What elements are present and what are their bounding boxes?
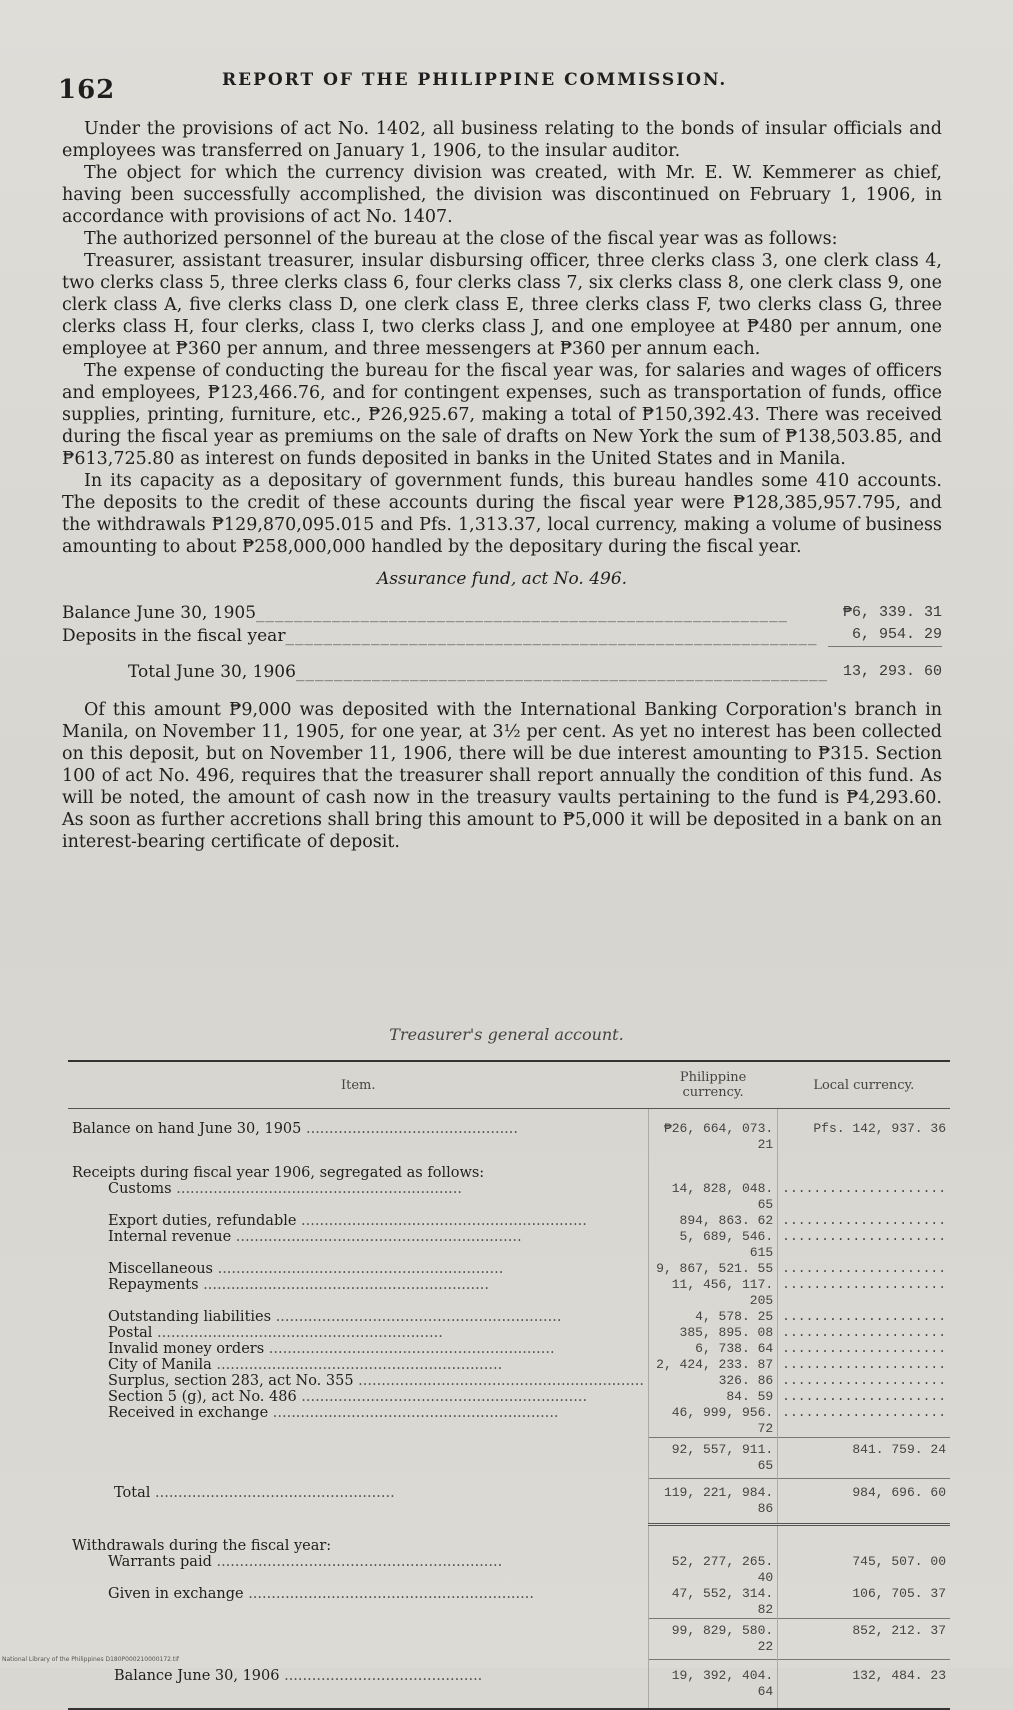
table-row — [68, 1309, 950, 1325]
row-label: Invalid money orders — [108, 1341, 265, 1357]
philippine-value: 326. 86 — [648, 1373, 777, 1389]
row-label: Total June 30, 1906 — [128, 661, 296, 682]
leader-dots: .............................................................. — [211, 1357, 503, 1373]
table-row — [68, 1660, 950, 1710]
table-row — [68, 1586, 950, 1619]
paragraph: The authorized personnel of the bureau at the close of the fiscal year was as follows: — [84, 229, 838, 249]
local-value: 984, 696. 60 — [778, 1479, 950, 1525]
table-row — [68, 1165, 950, 1181]
philippine-value: 19, 392, 404. 64 — [648, 1660, 777, 1710]
row-label: Miscellaneous — [108, 1261, 213, 1277]
philippine-value: 385, 895. 08 — [648, 1325, 777, 1341]
table-row — [68, 1121, 950, 1153]
column-header: Local currency. — [778, 1061, 950, 1109]
philippine-value: 4, 578. 25 — [648, 1309, 777, 1325]
row-amount: 6, 954. 29 — [851, 626, 942, 643]
leader-dots: ________________________________________________________ — [285, 625, 818, 646]
leader-dots: .............................................................. — [231, 1229, 522, 1245]
leader-dots: ________________________________________________________ — [256, 603, 789, 623]
paragraph: Under the provisions of act No. 1402, all business relating to the bonds of insular officials and employees was transferred on January 1, 1906, to the insular auditor. — [62, 119, 942, 161]
row-label: Repayments — [108, 1277, 199, 1293]
leader-dots: .............................................................. — [296, 1389, 588, 1405]
section-heading: Withdrawals during the fiscal year: — [72, 1538, 332, 1554]
table-row — [68, 1619, 950, 1660]
paragraph: Of this amount ₱9,000 was deposited with the International Banking Corporation's branch in Manila, on November 11, 1905, for one year, at 3½ per cent. As yet no interest has been collected on this deposit, but on November 11, 1906, there will be due interest amounting to ₱315. Section 100 of act No. 496, requires that the treasurer shall report annually the condition of this fund. As will be noted, the amount of cash now in the treasury vaults pertaining to the fund is ₱4,293.60. As soon as further accretions shall bring this amount to ₱5,000 it will be deposited in a bank on an interest-bearing certificate of deposit. — [62, 699, 942, 852]
table-row — [68, 1357, 950, 1373]
local-value: ..................... — [778, 1389, 950, 1405]
general-account-table — [68, 1060, 950, 1710]
leader-dots: ........................................... — [279, 1667, 483, 1684]
leader-dots: .............................................................. — [152, 1325, 443, 1341]
page-number: 162 — [58, 75, 116, 105]
local-value: 841. 759. 24 — [778, 1438, 950, 1479]
philippine-value: 46, 999, 956. 72 — [648, 1405, 777, 1438]
general-account-title: Treasurer's general account. — [389, 1025, 624, 1044]
local-value: ..................... — [778, 1181, 950, 1213]
local-value: 132, 484. 23 — [778, 1660, 950, 1710]
receipts-rows — [68, 1181, 950, 1438]
table-header-row — [68, 1061, 950, 1109]
table-row — [68, 1554, 950, 1586]
row-label: Surplus, section 283, act No. 355 — [108, 1373, 354, 1389]
philippine-value: 84. 59 — [648, 1389, 777, 1405]
running-title: REPORT OF THE PHILIPPINE COMMISSION. — [222, 70, 728, 90]
leader-dots: ________________________________________________________ — [295, 661, 828, 682]
row-label: Customs — [108, 1181, 172, 1197]
leader-dots: .............................................................. — [211, 1554, 503, 1570]
table-row — [62, 647, 942, 683]
local-value: ..................... — [778, 1213, 950, 1229]
leader-dots: .............................................................. — [268, 1405, 559, 1421]
row-label: Given in exchange — [108, 1586, 244, 1602]
row-label: Section 5 (g), act No. 486 — [108, 1389, 297, 1405]
row-label: Export duties, refundable — [108, 1213, 297, 1229]
assurance-fund-title: Assurance fund, act No. 496. — [376, 569, 628, 589]
body-text — [62, 118, 942, 853]
philippine-value: 5, 689, 546. 615 — [648, 1229, 777, 1261]
row-label: Deposits in the fiscal year — [62, 625, 286, 646]
table-row — [62, 602, 942, 624]
local-value: ..................... — [778, 1405, 950, 1438]
paragraph: In its capacity as a depositary of government funds, this bureau handles some 410 accounts. The deposits to the credit of these accounts during the fiscal year were ₱128,385,957.795, and the withdrawals ₱129,870,095.015 and Pfs. 1,313.37, local currency, making a volume of business amounting to about ₱258,000,000 handled by the depositary during the fiscal year. — [62, 471, 942, 557]
row-label: Outstanding liabilities — [108, 1309, 272, 1325]
local-value: ..................... — [778, 1357, 950, 1373]
withdrawals-rows — [68, 1554, 950, 1619]
philippine-value: 9, 867, 521. 55 — [648, 1261, 777, 1277]
paragraph: Treasurer, assistant treasurer, insular disbursing officer, three clerks class 3, one clerk class 4, two clerks class 5, three clerks class 6, four clerks class 7, six clerks class 8, one clerk class 9, one clerk class A, five clerks class D, one clerk class E, three clerks class F, two clerks class G, three clerks class H, four clerks, class I, two clerks class J, and one employee at ₱480 per annum, one employee at ₱360 per annum, and three messengers at ₱360 per annum each. — [62, 251, 942, 359]
philippine-value: 119, 221, 984. 86 — [648, 1479, 777, 1525]
philippine-value: 14, 828, 048. 65 — [648, 1181, 777, 1213]
leader-dots: .............................................................. — [353, 1373, 644, 1389]
philippine-value: 92, 557, 911. 65 — [648, 1438, 777, 1479]
table-row — [68, 1389, 950, 1405]
local-value: 745, 507. 00 — [778, 1554, 950, 1586]
philippine-value: 11, 456, 117. 205 — [648, 1277, 777, 1309]
leader-dots: .................................................... — [150, 1484, 395, 1501]
table-row — [68, 1479, 950, 1525]
row-amount: ₱6, 339. 31 — [842, 604, 942, 621]
local-value: Pfs. 142, 937. 36 — [778, 1121, 950, 1153]
table-row — [68, 1538, 950, 1554]
leader-dots: .............................................................. — [212, 1261, 504, 1277]
row-label: Warrants paid — [108, 1554, 212, 1570]
local-value: ..................... — [778, 1309, 950, 1325]
row-label: Balance June 30, 1905 — [62, 603, 257, 623]
philippine-value: ₱26, 664, 073. 21 — [648, 1121, 777, 1153]
table-row — [68, 1181, 950, 1213]
local-value: ..................... — [778, 1261, 950, 1277]
local-value: ..................... — [778, 1373, 950, 1389]
local-value: ..................... — [778, 1277, 950, 1309]
scan-footer: National Library of the Philippines D180P000210000172.tif — [2, 1656, 180, 1663]
leader-dots: .............................................................. — [198, 1277, 489, 1293]
philippine-value: 6, 738. 64 — [648, 1341, 777, 1357]
paragraph: The object for which the currency division was created, with Mr. E. W. Kemmerer as chief, having been successfully accomplished, the division was discontinued on February 1, 1906, in accordance with provisions of act No. 1407. — [62, 163, 942, 227]
row-label: Total — [114, 1484, 151, 1501]
column-header: Philippine currency. — [648, 1061, 777, 1109]
philippine-value: 52, 277, 265. 40 — [648, 1554, 777, 1586]
philippine-value: 47, 552, 314. 82 — [648, 1586, 777, 1619]
local-value: 852, 212. 37 — [778, 1619, 950, 1660]
philippine-value: 99, 829, 580. 22 — [648, 1619, 777, 1660]
local-value: 106, 705. 37 — [778, 1586, 950, 1619]
table-row — [68, 1405, 950, 1438]
leader-dots: .............................................................. — [271, 1309, 562, 1325]
table-row — [68, 1213, 950, 1229]
table-row — [68, 1229, 950, 1261]
table-row — [68, 1373, 950, 1389]
row-label: Balance on hand June 30, 1905 — [72, 1121, 302, 1137]
table-row — [68, 1277, 950, 1309]
table-row — [62, 624, 942, 647]
row-amount: 13, 293. 60 — [828, 647, 942, 683]
row-label: Postal — [108, 1325, 153, 1341]
local-value: ..................... — [778, 1341, 950, 1357]
section-heading: Receipts during fiscal year 1906, segregated as follows: — [72, 1165, 485, 1181]
paragraph: The expense of conducting the bureau for the fiscal year was, for salaries and wages of officers and employees, ₱123,466.76, and for contingent expenses, such as transportation of funds, office supplies, printing, furniture, etc., ₱26,925.67, making a total of ₱150,392.43. There was received during the fiscal year as premiums on the sale of drafts on New York the sum of ₱138,503.85, and ₱613,725.80 as interest on funds deposited in banks in the United States and in Manila. — [62, 361, 942, 469]
leader-dots: .............................................. — [301, 1121, 519, 1137]
assurance-fund-table — [62, 602, 942, 683]
philippine-value: 894, 863. 62 — [648, 1213, 777, 1229]
row-label: Balance June 30, 1906 — [114, 1667, 280, 1684]
philippine-value: 2, 424, 233. 87 — [648, 1357, 777, 1373]
column-header: Item. — [68, 1061, 648, 1109]
row-label: Internal revenue — [108, 1229, 232, 1245]
row-label: Received in exchange — [108, 1405, 269, 1421]
local-value: ..................... — [778, 1229, 950, 1261]
row-label: City of Manila — [108, 1357, 212, 1373]
leader-dots: .............................................................. — [171, 1181, 463, 1197]
leader-dots: .............................................................. — [264, 1341, 555, 1357]
local-value: ..................... — [778, 1325, 950, 1341]
table-row — [68, 1341, 950, 1357]
leader-dots: .............................................................. — [296, 1213, 587, 1229]
table-row — [68, 1438, 950, 1479]
table-row — [68, 1261, 950, 1277]
leader-dots: .............................................................. — [243, 1586, 534, 1602]
table-row — [68, 1325, 950, 1341]
